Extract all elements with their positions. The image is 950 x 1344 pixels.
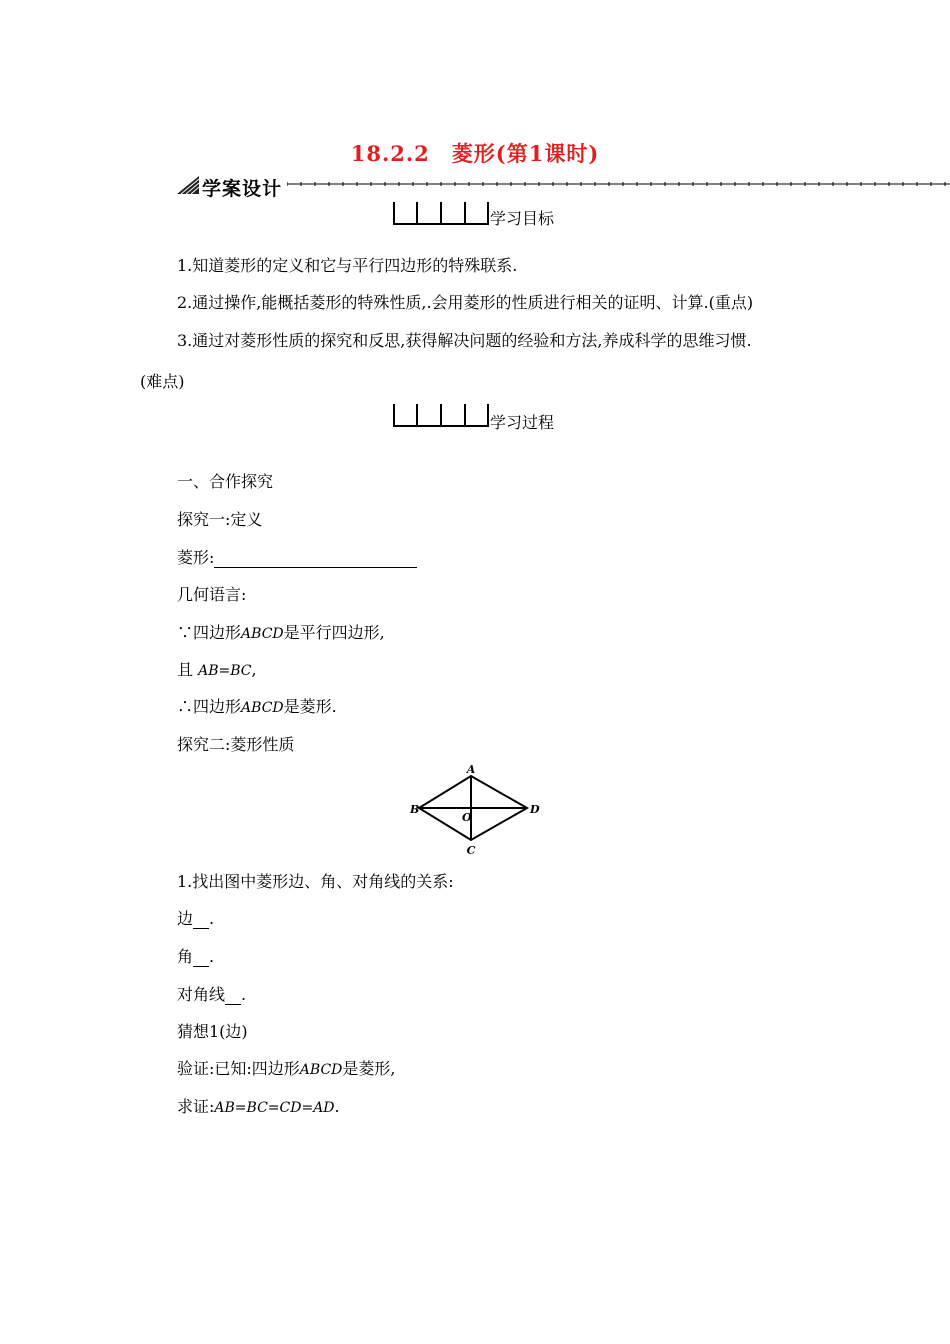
definition-blank — [214, 548, 417, 568]
verify-line — [177, 1056, 396, 1079]
text: 求证: — [177, 1097, 215, 1116]
text: 角 — [177, 947, 194, 966]
geometry-language-label: 几何语言: — [177, 585, 247, 604]
text: 是菱形, — [342, 1059, 396, 1078]
therefore-line — [177, 694, 337, 717]
diagonal-line — [177, 982, 246, 1005]
goal-3: 3.通过对菱形性质的探究和反思,获得解决问题的经验和方法,养成科学的思维习惯. — [177, 331, 752, 350]
text: 四边形 — [193, 623, 242, 642]
therefore-symbol: ∴ — [177, 697, 194, 716]
rhombus-diagram — [405, 762, 545, 862]
text: . — [241, 985, 247, 1004]
abcd-label: ABCD — [299, 1062, 343, 1078]
text: 四边形 — [193, 697, 242, 716]
section-bracket-icon — [393, 202, 489, 226]
text: 是菱形. — [283, 697, 337, 716]
angle-blank — [193, 947, 209, 967]
explore-2-heading: 探究二:菱形性质 — [177, 735, 295, 754]
goal-3-note: (难点) — [140, 372, 185, 391]
text: 边 — [177, 909, 194, 928]
vertex-b-label: B — [410, 803, 420, 816]
banner-divider — [287, 181, 950, 187]
text: 对角线 — [177, 985, 226, 1004]
text: 验证:已知:四边形 — [177, 1059, 300, 1078]
part-heading: 一、合作探究 — [177, 472, 274, 491]
side-line — [177, 906, 214, 929]
rhombus-definition-line — [177, 545, 417, 568]
because-line — [177, 620, 385, 643]
text: . — [209, 947, 215, 966]
page-title: 18.2.2 菱形(第1课时) — [350, 141, 600, 166]
question-1: 1.找出图中菱形边、角、对角线的关系: — [177, 872, 454, 891]
explore-1-heading: 探究一:定义 — [177, 510, 263, 529]
goal-2: 2.通过操作,能概括菱形的特殊性质,.会用菱形的性质进行相关的证明、计算.(重点) — [177, 293, 754, 312]
side-blank — [193, 909, 209, 929]
text: . — [334, 1097, 340, 1116]
goal-1: 1.知道菱形的定义和它与平行四边形的特殊联系. — [177, 256, 518, 275]
because-symbol: ∵ — [177, 623, 194, 642]
banner-label: 学案设计 — [202, 178, 283, 200]
text: 是平行四边形, — [283, 623, 385, 642]
diagonal-blank — [225, 985, 241, 1005]
section-label: 学习目标 — [490, 209, 555, 228]
text: 且 — [177, 660, 194, 679]
section-bracket-icon — [393, 404, 489, 428]
vertex-d-label: D — [530, 803, 540, 816]
and-line — [177, 657, 257, 680]
text: , — [251, 660, 257, 679]
rhombus-label: 菱形: — [177, 548, 215, 567]
ab-bc-equation: AB=BC — [198, 663, 252, 679]
section-label: 学习过程 — [490, 413, 555, 432]
angle-line — [177, 944, 214, 967]
abcd-label: ABCD — [241, 626, 284, 642]
center-o-label: O — [462, 811, 472, 824]
prove-equation: AB=BC=CD=AD — [214, 1100, 335, 1116]
prove-line — [177, 1094, 340, 1117]
abcd-label: ABCD — [241, 700, 284, 716]
guess-1: 猜想1(边) — [177, 1022, 248, 1041]
vertex-a-label: A — [466, 763, 476, 776]
vertex-c-label: C — [466, 844, 476, 857]
text: . — [209, 909, 215, 928]
triangle-corner-icon — [177, 176, 199, 194]
